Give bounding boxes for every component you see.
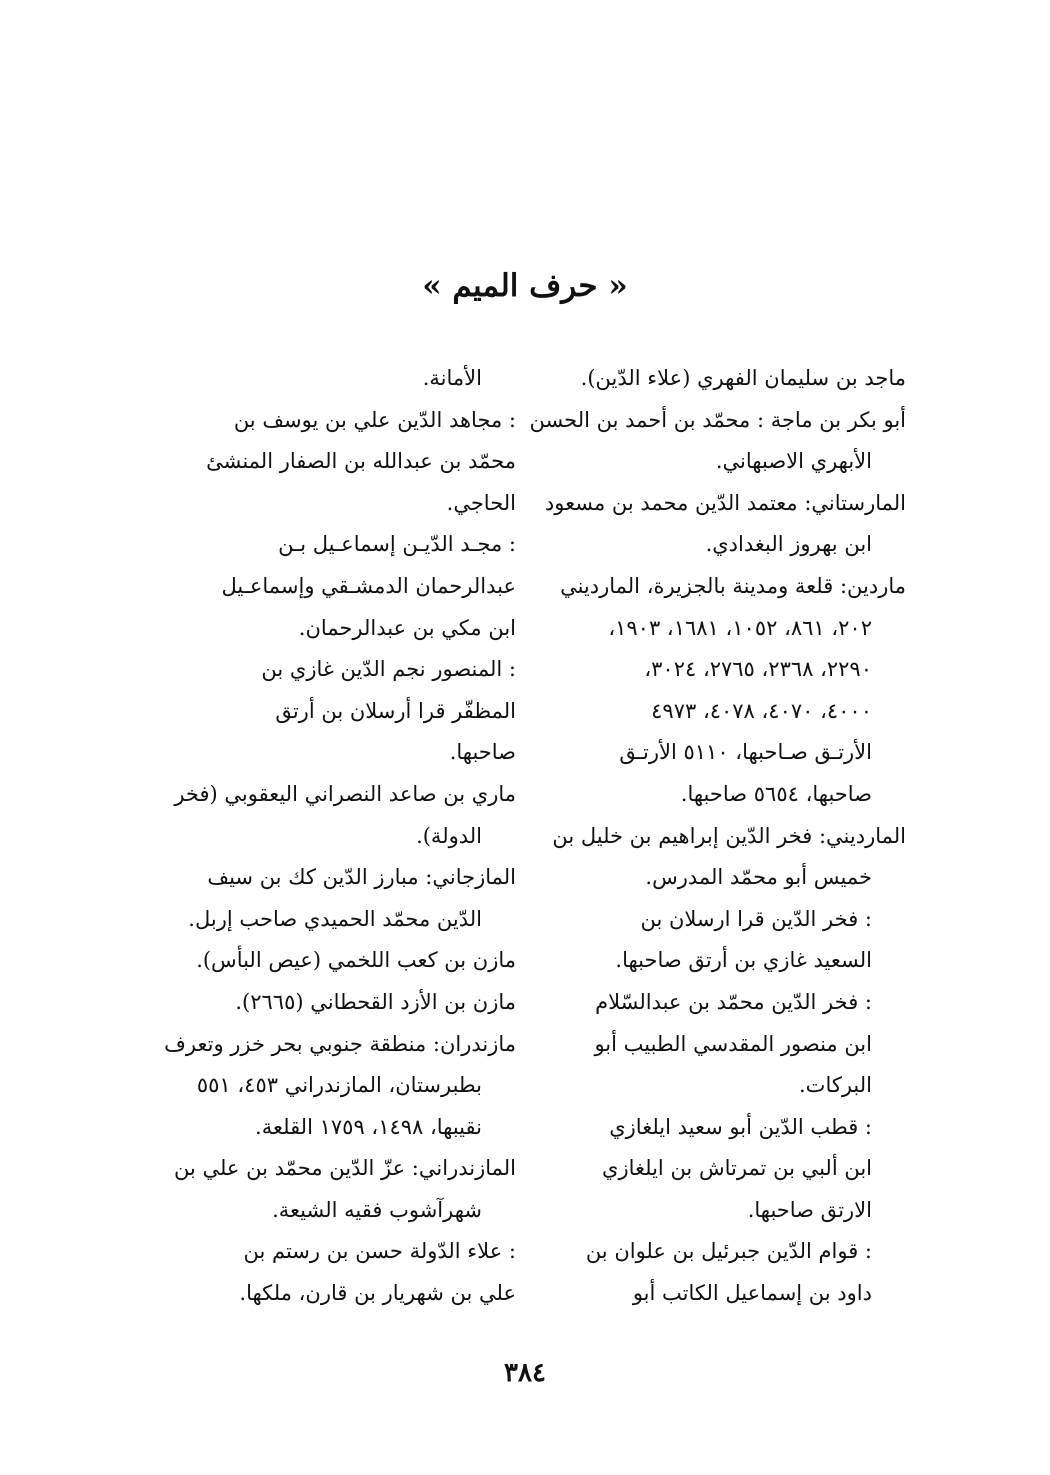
- index-line: المازندراني: عزّ الدّين محمّد بن علي بن: [173, 1156, 516, 1181]
- index-column-right: [528, 358, 906, 1315]
- index-line: داود بن إسماعيل الكاتب أبو: [632, 1281, 872, 1306]
- index-line: : فخر الدّين محمّد بن عبدالسّلام: [595, 989, 872, 1014]
- index-line: المازجاني: مبارز الدّين كك بن سيف: [207, 865, 516, 890]
- index-line: : مجـد الدّيـن إسماعـيل بـن: [278, 532, 516, 557]
- index-line: الارتق صاحبها.: [747, 1197, 872, 1222]
- index-line: ٢٢٩٠، ٢٣٦٨، ٢٧٦٥، ٣٠٢٤،: [644, 657, 872, 682]
- index-line: المارديني: فخر الدّين إبراهيم بن خليل بن: [552, 823, 906, 848]
- index-line: المظفّر قرا أرسلان بن أرتق: [275, 698, 516, 723]
- index-line: ابن بهروز البغدادي.: [705, 532, 872, 557]
- index-line: الأبهري الاصبهاني.: [715, 449, 872, 474]
- index-line: البركات.: [799, 1073, 872, 1098]
- index-line: ٢٠٢، ٨٦١، ١٠٥٢، ١٦٨١، ١٩٠٣،: [608, 615, 872, 640]
- index-line: مازن بن الأزد القحطاني (٢٦٦٥).: [235, 989, 516, 1014]
- page-number: ٣٨٤: [504, 1358, 546, 1388]
- index-line: بطبرستان، المازندراني ٤٥٣، ٥٥١: [196, 1073, 482, 1098]
- index-line: صاحبها.: [449, 740, 516, 765]
- index-line: ابن ألبي بن تمرتاش بن ايلغازي: [602, 1156, 872, 1181]
- index-line: : المنصور نجم الدّين غازي بن: [261, 657, 516, 682]
- index-column-left: [138, 358, 516, 1315]
- index-line: نقيبها، ١٤٩٨، ١٧٥٩ القلعة.: [255, 1114, 482, 1139]
- index-line: محمّد بن عبدالله بن الصفار المنشئ: [206, 449, 516, 474]
- index-line: الدولة).: [416, 823, 482, 848]
- index-line: الدّين محمّد الحميدي صاحب إربل.: [188, 906, 482, 931]
- index-line: مازن بن كعب اللخمي (عيص البأس).: [196, 948, 516, 973]
- index-line: : قوام الدّين جبرئيل بن علوان بن: [585, 1239, 872, 1264]
- index-line: صاحبها، ٥٦٥٤ صاحبها.: [680, 781, 872, 806]
- index-line: الحاجي.: [446, 490, 516, 515]
- index-line: ماردين: قلعة ومدينة بالجزيرة، المارديني: [560, 573, 906, 598]
- index-line: مازندران: منطقة جنوبي بحر خزر وتعرف: [164, 1031, 516, 1056]
- index-line: المارستاني: معتمد الدّين محمد بن مسعود: [544, 490, 906, 515]
- index-line: : فخر الدّين قرا ارسلان بن: [640, 906, 872, 931]
- index-line: : علاء الدّولة حسن بن رستم بن: [243, 1239, 516, 1264]
- index-line: شهرآشوب فقيه الشيعة.: [272, 1197, 482, 1222]
- index-line: ابن منصور المقدسي الطبيب أبو: [594, 1031, 872, 1056]
- index-line: عبدالرحمان الدمشـقي وإسماعـيل: [221, 573, 516, 598]
- index-line: : مجاهد الدّين علي بن يوسف بن: [233, 407, 516, 432]
- index-line: ماري بن صاعد النصراني اليعقوبي (فخر: [174, 781, 516, 806]
- index-line: ابن مكي بن عبدالرحمان.: [298, 615, 516, 640]
- index-line: السعيد غازي بن أرتق صاحبها.: [615, 948, 872, 973]
- index-line: الأمانة.: [422, 366, 482, 390]
- index-line: ماجد بن سليمان الفهري (علاء الدّين).: [580, 366, 906, 390]
- index-line: ٤٠٠٠، ٤٠٧٠، ٤٠٧٨، ٤٩٧٣: [651, 698, 872, 723]
- index-line: أبو بكر بن ماجة : محمّد بن أحمد بن الحسن: [529, 407, 906, 432]
- index-line: علي بن شهريار بن قارن، ملكها.: [239, 1281, 516, 1306]
- index-line: خميس أبو محمّد المدرس.: [645, 865, 872, 890]
- index-line: الأرتـق صـاحبها، ٥١١٠ الأرتـق: [619, 740, 872, 765]
- page-title: « حرف الميم »: [422, 268, 628, 304]
- index-line: : قطب الدّين أبو سعيد ايلغازي: [609, 1114, 872, 1139]
